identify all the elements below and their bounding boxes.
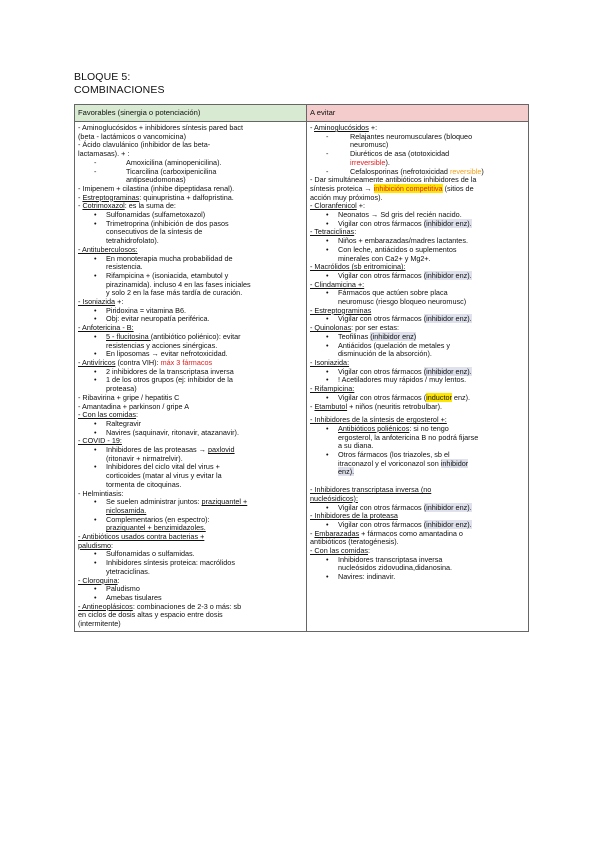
combinations-table [74,104,529,632]
bullet-item: • Teofilinas (inhibidor enz) [310,333,525,342]
text-line: neuromusc (riesgo bloqueo neuromusc) [338,297,467,307]
dash-item: - Ticarcilina (carboxipenicilina [78,168,303,177]
bullet-item: • Vigilar con otros fármacos (inhibidor enz). [310,272,525,281]
text-line: (ritonavir + nirmatrelvir). [106,453,183,463]
text-line: acción muy próximos). [310,192,383,202]
bullet-item: • 2 inhibidores de la transcriptasa inversa [78,368,303,377]
text-line: nucleósidos zidovudina,didanosina. [338,563,453,573]
dash-item: - Amoxicilina (aminopenicilina). [78,159,303,168]
bullet-item: • Con leche, antiácidos o suplementos [310,246,525,255]
section-heading: - Antivíricos (contra VIH): máx 3 fármacos [78,357,213,367]
text-line: en ciclos de dosis altas y espacio entre dosis [78,610,223,620]
bullet-item: • Fármacos que actúen sobre placa [310,289,525,298]
bullet-item: • Obj: evitar neuropatía periférica. [78,315,303,324]
bullet-item: • Amebas tisulares [78,594,303,603]
section-heading: - Estreptograminas [310,305,372,315]
text-line: resistencias y acciones sinérgicas. [106,340,218,350]
bullet-item: • Vigilar con otros fármacos (inductor enz). [310,394,525,403]
section-heading: - Inhibidores de la síntesis de ergosterol +: [310,415,447,425]
section-heading: nucleósidicos): [310,493,358,503]
text-line: tormenta de citoquinas. [106,479,182,489]
section-heading: paludismo: [78,540,114,550]
bullet-item: • 5 - flucitosina (antibiótico poliénico): evitar [78,333,303,342]
text-line: lactamasas). + : [78,149,130,159]
bullet-item: • Navires: indinavir. [310,573,525,582]
section-heading: - Isoniazida: [310,357,350,367]
section-heading: - Con las comidas: [78,410,139,420]
favorables-cell [75,122,307,632]
section-heading: - Clindamicina +: [310,279,365,289]
header-a-evitar: A evitar [307,105,529,122]
text-line: - Imipenem + cilastina (inhibe dipeptidasa renal). [78,183,235,193]
bullet-item: • Raltegravir [78,420,303,429]
title-line: BLOQUE 5: [74,71,131,83]
bullet-item: • Trimetroprina (inhibición de dos pasos [78,220,303,229]
section-heading: - Con las comidas: [310,546,371,556]
text-line: corticoides (matar al virus y evitar la [106,471,222,481]
bullet-item: • Vigilar con otros fármacos (inhibidor enz). [310,368,525,377]
text-line: (beta - lactámicos o vancomicina) [78,131,186,141]
text-line: tetrahidrofolato). [106,236,159,246]
section-heading: - Macrólidos (sb eritromicina): [310,262,406,272]
dash-item: - Relajantes neuromusculares (bloqueo [310,133,525,142]
section-heading: - Antituberculosos: [78,244,138,254]
section-heading: - Etambutol + niños (neuritis retrobulbar). [310,401,442,411]
section-heading: - Tetraciclinas: [310,227,357,237]
section-heading: - Inhibidores de la proteasa [310,511,398,521]
text-line: - Aminoglucósidos + inhibidores síntesis pared bact [78,123,244,132]
section-heading: - Rifampicina: [310,384,355,394]
text-line: minerales con Ca2+ y Mg2+. [338,253,431,263]
bullet-item: • Navires (saquinavir, ritonavir, atazanavir). [78,429,303,438]
section-heading: - Aminoglucósidos +: [310,123,378,132]
section-heading: - Embarazadas + fármacos como amantadina o [310,528,463,538]
bullet-item: • Sulfonamidas o sulfamidas. [78,550,303,559]
text-line: - Amantadina + parkinson / gripe A [78,401,190,411]
section-heading: - Quinolonas: por ser estas: [310,323,400,333]
section-heading: - COVID - 19: [78,436,122,446]
bullet-item: • Piridoxina = vitamina B6. [78,307,303,316]
bullet-item: • En monoterapia mucha probabilidad de [78,255,303,264]
section-heading: - Helmintiasis: [78,488,124,498]
text-line: disminución de la absorción). [338,349,432,359]
text-line: antibióticos (teratogénesis). [310,537,399,547]
text-line: neuromusc) [350,140,389,150]
text-line: pirazinamida). incluso 4 en las fases iniciales [106,279,251,289]
bullet-item: • 1 de los otros grupos (ej: inhibidor de la [78,376,303,385]
bullet-item: • Inhibidores transcriptasa inversa [310,556,525,565]
text-line: consecutivos de la síntesis de [106,227,203,237]
text-line: y solo 2 en la fase más tardía de curación. [106,288,243,298]
bullet-item: • Antibióticos poliénicos: si no tengo [310,425,525,434]
text-line: - Estreptograminas: quinupristina + dalfopristina. [78,192,234,202]
bullet-item: • Vigilar con otros fármacos (inhibidor enz). [310,521,525,530]
document-title [74,71,165,97]
bullet-item: • Otros fármacos (los triazoles, sb el [310,451,525,460]
header-favorables: Favorables (sinergia o potenciación) [75,105,307,122]
bullet-item: • Inhibidores del ciclo vital del virus + [78,463,303,472]
section-heading: - Inhibidores transcriptasa inversa (no [310,485,432,495]
section-heading: - Isoniazida +: [78,297,124,307]
text-line: - Dar simultáneamente antibióticos inhibidores de la [310,175,477,185]
text-line: proteasa) [106,384,137,394]
text-line: resistencia. [106,262,143,272]
text-line: praziquantel + benzimidazoles. [106,523,206,533]
bullet-item: • En liposomas → evitar nefrotoxicidad. [78,350,303,359]
text-line: ytetraciclinas. [106,566,150,576]
dash-item: - Diuréticos de asa (ototoxicidad [310,150,525,159]
text-line: - Ácido clavulánico (inhibidor de las beta- [78,140,211,150]
bullet-item: • Complementarios (en espectro): [78,516,303,525]
text-line: (intermitente) [78,619,121,629]
bullet-item: • Se suelen administrar juntos: praziquantel + [78,498,303,507]
bullet-item: • ! Acetiladores muy rápidos / muy lentos. [310,376,525,385]
text-line: enz). [338,467,355,477]
text-line: antipseudomonas) [126,175,186,185]
text-line: ergosterol, la anfotericina B no podrá fijarse [338,432,479,442]
text-line: a su diana. [338,441,374,451]
text-line: niclosamida. [106,505,147,515]
bullet-item: • Paludismo [78,585,303,594]
text-line: itraconazol y el voriconazol son inhibidor [338,458,469,468]
section-heading: - Cloranfenicol +: [310,201,366,211]
section-heading: - Antibióticos usados contra bacterias + [78,532,205,542]
section-heading: - Antineoplásicos: combinaciones de 2-3 o más: sb [78,601,242,611]
bullet-item: • Neonatos → Sd gris del recién nacido. [310,211,525,220]
bullet-item: • Inhibidores de las proteasas → paxlovid [78,446,303,455]
bullet-item: • Rifampicina + (isoniacida, etambutol y [78,272,303,281]
a-evitar-cell [307,122,529,632]
bullet-item: • Niños + embarazadas/madres lactantes. [310,237,525,246]
dash-item: - Cefalosporinas (nefrotoxicidad reversible) [310,168,525,177]
text-line: síntesis proteica → inhibición competitiva (sitios de [310,183,474,193]
bullet-item: • Inhibidores síntesis proteica: macrólidos [78,559,303,568]
section-heading: - Cloroquina: [78,575,120,585]
subtitle-line: COMBINACIONES [74,84,165,96]
bullet-item: • Antiácidos (quelación de metales y [310,342,525,351]
bullet-item: • Vigilar con otros fármacos (inhibidor enz). [310,220,525,229]
text-line: - Ribavirina + gripe / hepatitis C [78,392,180,402]
bullet-item: • Sulfonamidas (sulfametoxazol) [78,211,303,220]
text-line: irreversible). [350,157,390,167]
bullet-item: • Vigilar con otros fármacos (inhibidor enz). [310,315,525,324]
bullet-item: • Vigilar con otros fármacos (inhibidor enz). [310,504,525,513]
text-line: - Cotrimoxazol: es la suma de: [78,201,176,211]
section-heading: - Anfotericina - B: [78,323,134,333]
